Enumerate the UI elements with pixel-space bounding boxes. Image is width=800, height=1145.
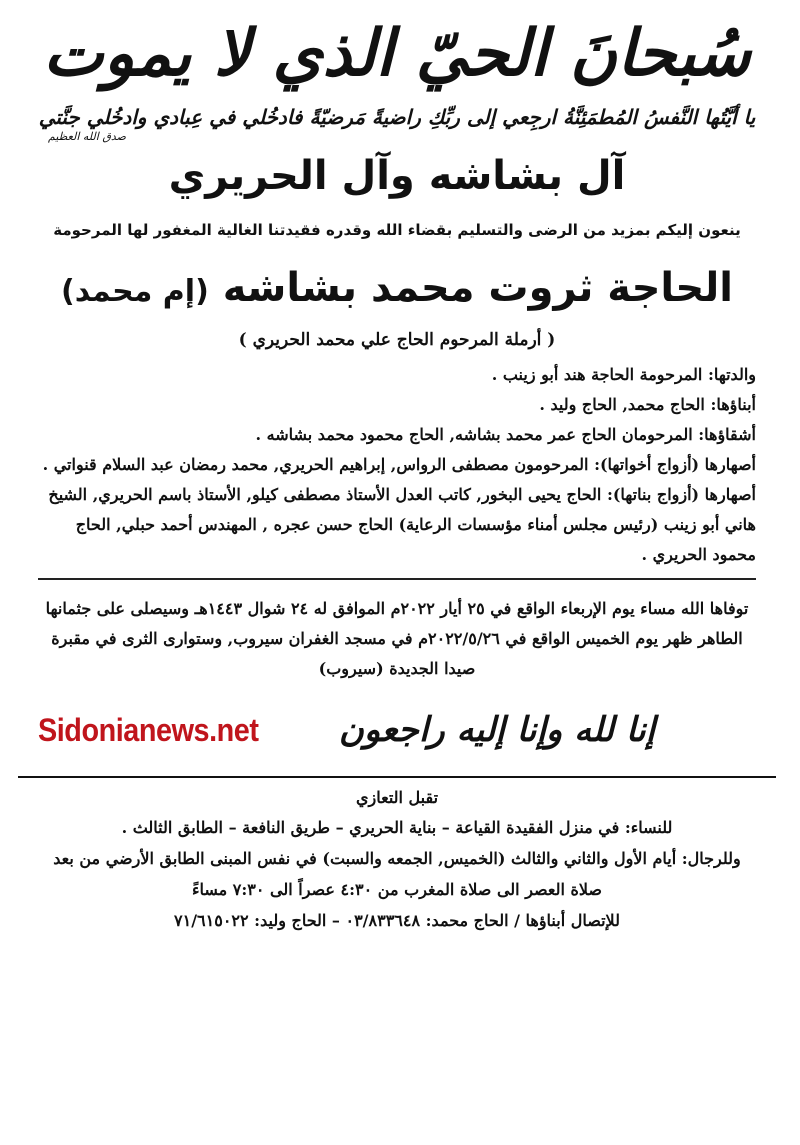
condolences-women: للنساء: في منزل الفقيدة القياعة – بناية الحريري – طريق النافعة – الطابق الثالث .: [121, 818, 673, 837]
death-notice: توفاها الله مساء يوم الإربعاء الواقع في ٢٥ أيار ٢٠٢٢م الموافق له ٢٤ شوال ١٤٤٣هـ وسيصلى على جثمانها الطاهر ظهر يوم الخميس الواقع في ٢٠٢٢/٥/٢٦م في مسجد الغفران سيروب, وستوارى الثرى في مقبرة صيدا الجديدة (سيروب): [45, 599, 749, 678]
relative-sisters-husbands: [38, 450, 756, 480]
condolences-men: وللرجال: أيام الأول والثاني والثالث (الخميس, الجمعه والسبت) في نفس المبنى الطابق الأرضي من بعد صلاة العصر الى صلاة المغرب من ٤:٣٠ عصراً الى ٧:٣٠ مساءً: [53, 849, 741, 899]
site-watermark: Sidonianews.net: [38, 711, 259, 748]
relatives-list: [38, 360, 756, 570]
condolence-rule: [18, 776, 776, 778]
families-heading: آل بشاشه وآل الحريري: [168, 153, 626, 199]
condolences-contact: للإتصال أبناؤها / الحاج محمد: ٠٣/٨٣٣٦٤٨ – الحاج وليد: ٧١/٦١٥٠٢٢: [174, 911, 620, 930]
header-calligraphy-title: سُبحانَ الحيّ الذي لا يموت: [43, 16, 751, 91]
deceased-name-line: [38, 258, 756, 322]
relative-brothers: [38, 420, 756, 450]
verse-ending: صدق الله العظيم: [48, 130, 126, 143]
relative-mother: [38, 360, 756, 390]
relative-daughters-husbands: [38, 480, 756, 570]
relative-label: أشقاؤها:: [698, 425, 756, 444]
relative-label: أصهارها (أزواج أخواتها):: [594, 455, 756, 474]
inna-calligraphy: إنا لله وإنا إليه راجعون: [338, 710, 656, 750]
relative-sons: [38, 390, 756, 420]
relative-label: والدتها:: [707, 365, 756, 384]
relative-label: أصهارها (أزواج بناتها):: [606, 485, 756, 504]
relative-text: المرحومان الحاج عمر محمد بشاشه, الحاج محمود محمد بشاشه .: [255, 425, 693, 444]
section-divider: [38, 578, 756, 580]
relative-text: المرحومون مصطفى الرواس, إبراهيم الحريري, محمد رمضان عبد السلام قنواتي .: [42, 455, 589, 474]
deceased-nickname: (إم محمد): [61, 274, 209, 309]
condolences-title: تقبل التعازي: [355, 788, 439, 807]
relative-text: الحاج محمد, الحاج وليد .: [539, 395, 705, 414]
relative-text: الحاج يحيى البخور, كاتب العدل الأستاذ مصطفى كيلو, الأستاذ باسم الحريري, الشيخ هاني أبو زينب (رئيس مجلس أمناء مؤسسات الرعاية) الحاج حسن عجره , المهندس أحمد حبلي, الحاج محمود الحريري .: [48, 485, 756, 564]
relative-label: أبناؤها:: [710, 395, 756, 414]
widow-of-line: ( أرملة المرحوم الحاج علي محمد الحريري ): [238, 330, 556, 350]
deceased-name: الحاجة ثروت محمد بشاشه: [222, 265, 733, 311]
obituary-page: [0, 14, 800, 1145]
quran-verse: يا أيَّتُها النَّفسُ المُطمَئِنَّةُ ارجِعي إلى ربِّكِ راضيةً مَرضيّةً فادخُلي في عِبادي وادخُلي جنَّتي: [38, 105, 756, 129]
intro-text: ينعون إليكم بمزيد من الرضى والتسليم بقضاء الله وقدره فقيدتنا الغالية المغفور لها المرحومة: [53, 221, 741, 239]
relative-text: المرحومة الحاجة هند أبو زينب .: [491, 365, 703, 384]
footer-row: [38, 694, 756, 766]
